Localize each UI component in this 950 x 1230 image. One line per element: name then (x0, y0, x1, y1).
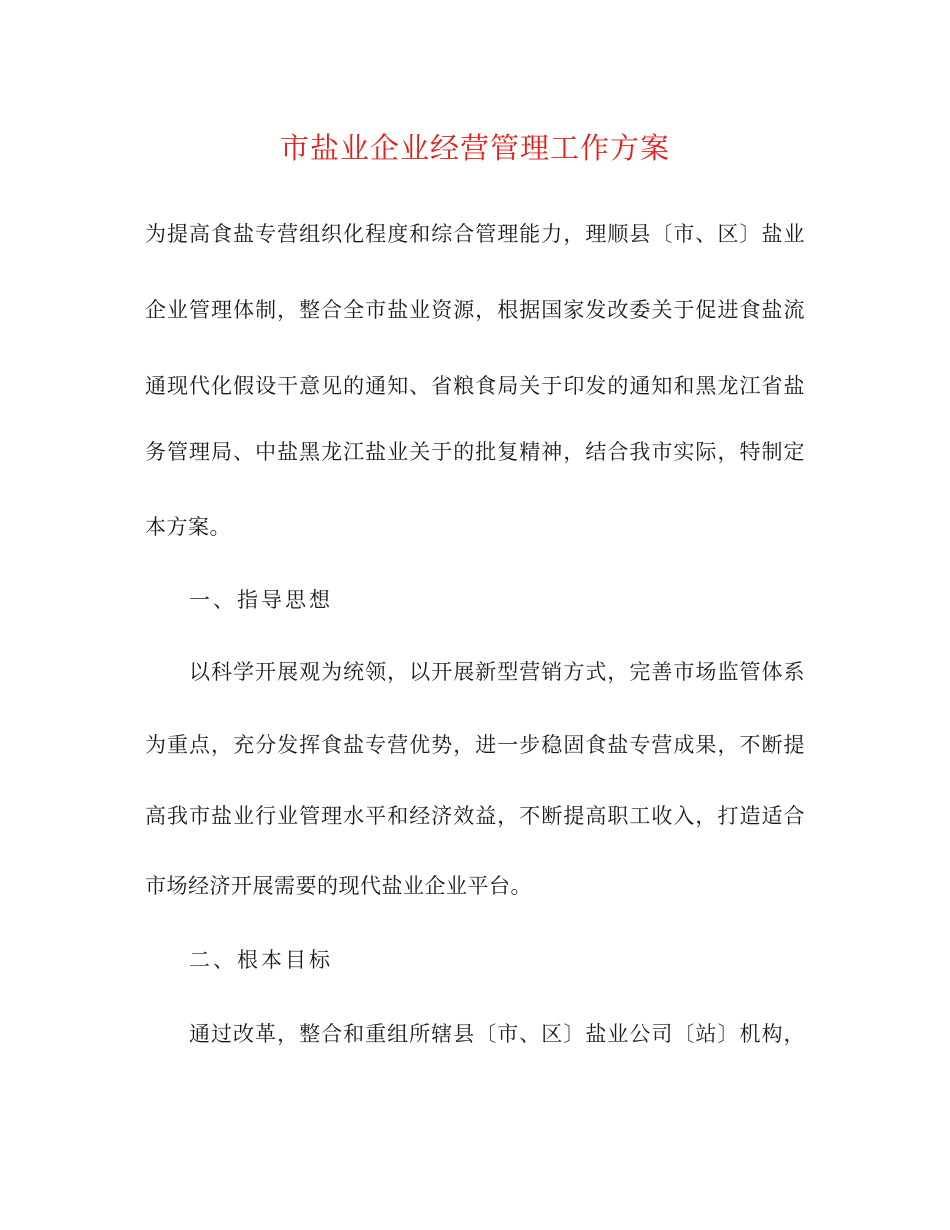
intro-line-3: 通现代化假设干意见的通知、省粮食局关于印发的通知和黑龙江省盐 (145, 374, 805, 398)
section1-line-2: 为重点，充分发挥食盐专营优势，进一步稳固食盐专营成果，不断提 (145, 733, 805, 757)
section2-line-1: 通过改革，整合和重组所辖县〔市、区〕盐业公司〔站〕机构， (189, 1022, 805, 1046)
section-heading-guiding-thought: 一、指导思想 (189, 588, 333, 612)
document-title: 市盐业企业经营管理工作方案 (279, 131, 670, 165)
section1-line-3: 高我市盐业行业管理水平和经济效益，不断提高职工收入，打造适合 (145, 804, 805, 828)
intro-line-1: 为提高食盐专营组织化程度和综合管理能力，理顺县〔市、区〕盐业 (145, 222, 805, 246)
section-heading-basic-goal: 二、根本目标 (189, 948, 333, 972)
intro-line-2: 企业管理体制，整合全市盐业资源，根据国家发改委关于促进食盐流 (145, 298, 805, 322)
intro-line-5: 本方案。 (145, 515, 231, 539)
section1-line-1: 以科学开展观为统领，以开展新型营销方式，完善市场监管体系 (189, 660, 805, 684)
intro-line-4: 务管理局、中盐黑龙江盐业关于的批复精神，结合我市实际，特制定 (145, 440, 805, 464)
section1-line-4: 市场经济开展需要的现代盐业企业平台。 (145, 874, 532, 898)
